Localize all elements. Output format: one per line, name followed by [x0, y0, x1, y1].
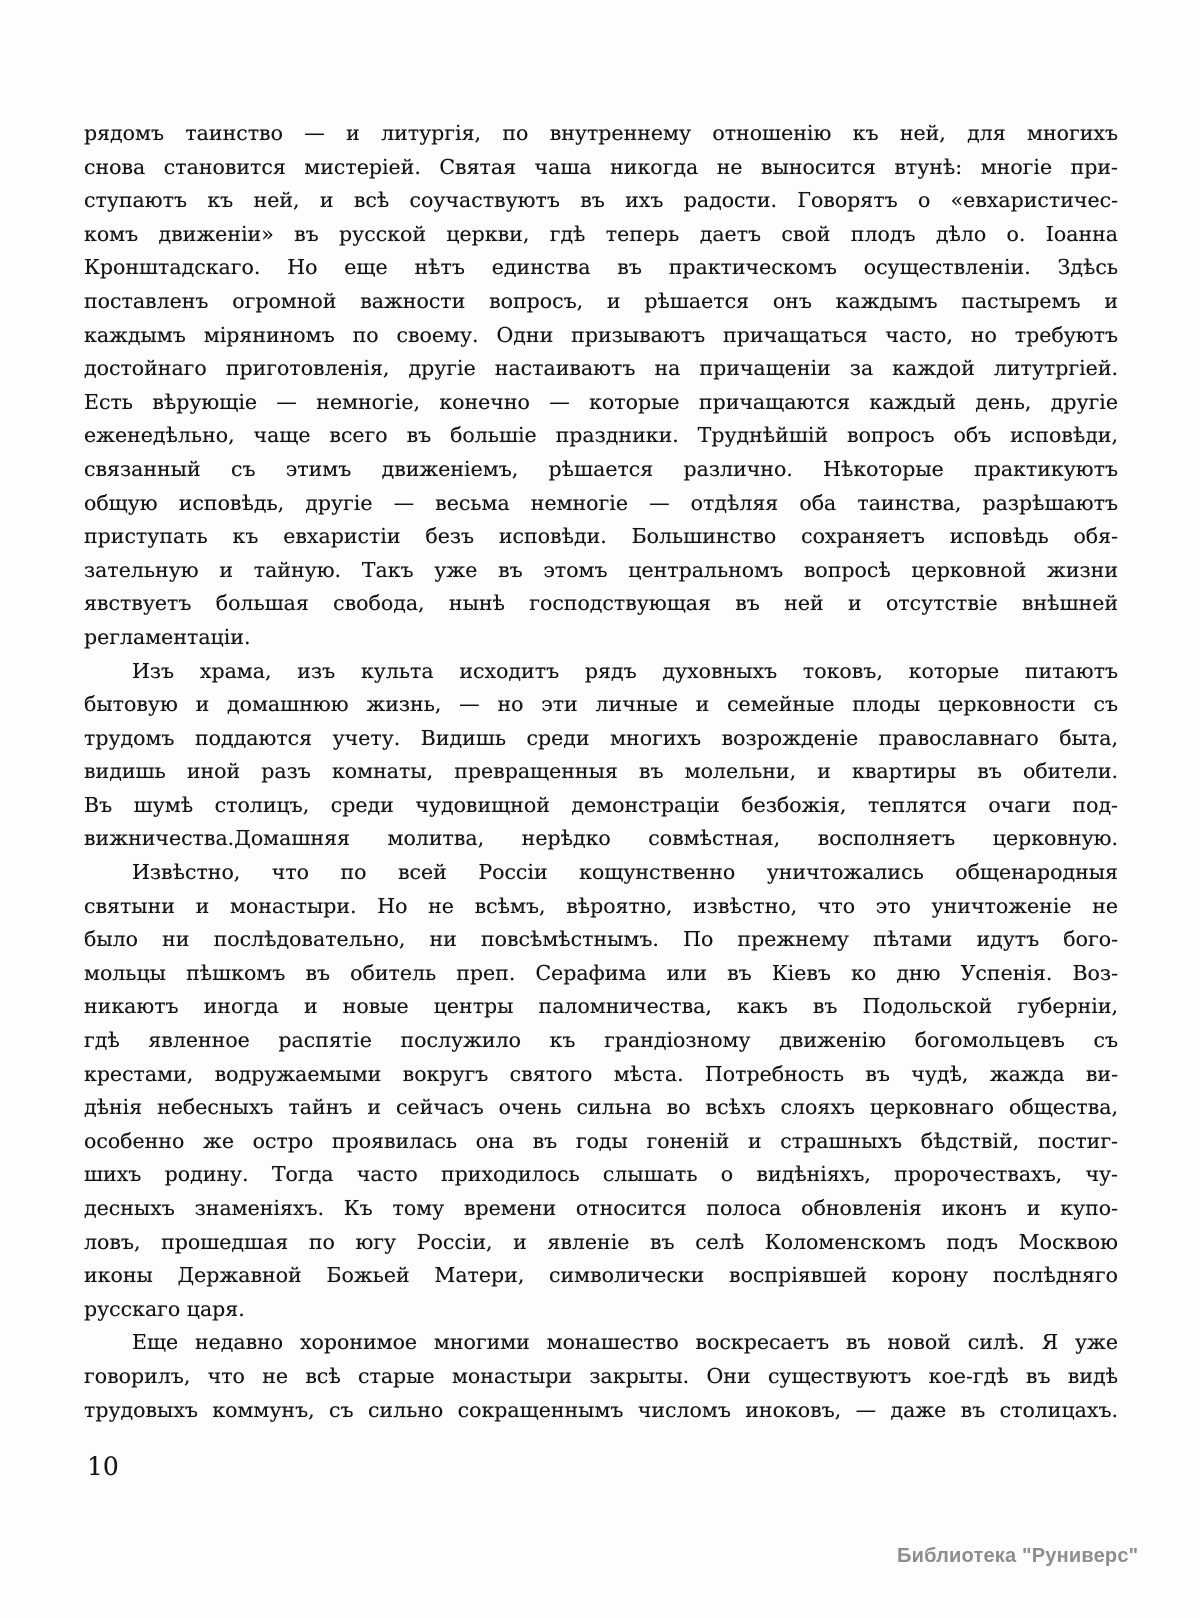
text-block [84, 117, 1118, 1427]
text-line: дѣнія небесныхъ тайнъ и сейчасъ очень сильна во всѣхъ слояхъ церковнаго общества, [84, 1095, 1118, 1120]
text-line: гдѣ явленное распятіе послужило къ грандіозному движенію богомольцевъ съ [84, 1028, 1118, 1053]
text-line: Кронштадскаго. Но еще нѣтъ единства въ практическомъ осуществленіи. Здѣсь [84, 255, 1118, 280]
text-line: ловъ, прошедшая по югу Россіи, и явленіе въ селѣ Коломенскомъ подъ Москвою [84, 1229, 1118, 1254]
text-line: связанный съ этимъ движеніемъ, рѣшается различно. Нѣкоторые практикуютъ [84, 456, 1118, 481]
text-line: трудомъ поддаются учету. Видишь среди многихъ возрожденіе православнаго быта, [84, 725, 1118, 750]
text-line: снова становится мистеріей. Святая чаша никогда не выносится втунѣ: многіе при- [84, 154, 1118, 179]
text-line: видишь иной разъ комнаты, превращенныя въ молельни, и квартиры въ обители. [84, 759, 1118, 784]
text-line: никаютъ иногда и новые центры паломничества, какъ въ Подольской губерніи, [84, 994, 1118, 1019]
text-line: рядомъ таинство — и литургія, по внутреннему отношенію къ ней, для многихъ [84, 121, 1118, 145]
text-line: комъ движеніи» въ русской церкви, гдѣ теперь даетъ свой плодъ дѣло о. Іоанна [84, 221, 1118, 246]
text-line: регламентаціи. [84, 624, 251, 649]
text-line: еженедѣльно, чаще всего въ большіе праздники. Труднѣйшій вопросъ объ исповѣди, [84, 423, 1118, 448]
text-line: трудовыхъ коммунъ, съ сильно сокращеннымъ числомъ иноковъ, — даже въ столицахъ. [84, 1397, 1118, 1422]
text-line: говорилъ, что не всѣ старые монастыри закрыты. Они существуютъ кое-гдѣ въ видѣ [84, 1363, 1118, 1388]
text-line: русскаго царя. [84, 1296, 245, 1321]
text-line: бытовую и домашнюю жизнь, — но эти личные и семейные плоды церковности съ [84, 692, 1118, 717]
text-line: иконы Державной Божьей Матери, символически воспріявшей корону послѣдняго [84, 1263, 1118, 1288]
page-number: 10 [87, 1452, 119, 1481]
text-line: особенно же остро проявилась она въ годы гоненій и страшныхъ бѣдствій, постиг- [84, 1128, 1118, 1153]
text-line: ступаютъ къ ней, и всѣ соучаствуютъ въ ихъ радости. Говорятъ о «евхаристичес- [84, 188, 1118, 213]
text-line: мольцы пѣшкомъ въ обитель преп. Серафима или въ Кіевъ ко дню Успенія. Воз- [84, 960, 1118, 985]
text-line: поставленъ огромной важности вопросъ, и рѣшается онъ каждымъ пастыремъ и [84, 288, 1118, 313]
text-line: Извѣстно, что по всей Россіи кощунственно уничтожались общенародныя [132, 860, 1118, 885]
text-line: вижничества.Домашняя молитва, нерѣдко совмѣстная, восполняетъ церковную. [84, 826, 1118, 851]
text-line: десныхъ знаменіяхъ. Къ тому времени относится полоса обновленія иконъ и купо- [84, 1196, 1118, 1220]
text-line: Еще недавно хоронимое многими монашество воскресаетъ въ новой силѣ. Я уже [132, 1330, 1118, 1355]
text-line: Въ шумѣ столицъ, среди чудовищной демонстраціи безбожія, теплятся очаги под- [84, 792, 1118, 817]
text-line: приступать къ евхаристіи безъ исповѣди. Большинство сохраняетъ исповѣдь обя- [84, 524, 1118, 549]
text-line: зательную и тайную. Такъ уже въ этомъ центральномъ вопросѣ церковной жизни [84, 557, 1118, 582]
text-line: общую исповѣдь, другіе — весьма немногіе — отдѣляя оба таинства, разрѣшаютъ [84, 490, 1118, 515]
text-line: достойнаго приготовленія, другіе настаиваютъ на причащеніи за каждой литутргіей. [84, 356, 1118, 381]
text-line: явствуетъ большая свобода, нынѣ господствующая въ ней и отсутствіе внѣшней [84, 591, 1118, 616]
library-watermark: Библиотека "Руниверс" [897, 1545, 1139, 1567]
text-line: Изъ храма, изъ культа исходитъ рядъ духовныхъ токовъ, которые питаютъ [132, 658, 1118, 683]
text-line: было ни послѣдовательно, ни повсѣмѣстнымъ. По прежнему пѣтами идутъ бого- [84, 927, 1118, 952]
text-line: святыни и монастыри. Но не всѣмъ, вѣроятно, извѣстно, что это уничтоженіе не [84, 893, 1118, 918]
text-line: крестами, водружаемыми вокругъ святого мѣста. Потребность въ чудѣ, жажда ви- [84, 1061, 1118, 1086]
text-line: Есть вѣрующіе — немногіе, конечно — которые причащаются каждый день, другіе [84, 389, 1118, 414]
text-line: шихъ родину. Тогда часто приходилось слышать о видѣніяхъ, пророчествахъ, чу- [84, 1162, 1118, 1187]
text-line: каждымъ міряниномъ по своему. Одни призываютъ причащаться часто, но требуютъ [84, 322, 1118, 347]
